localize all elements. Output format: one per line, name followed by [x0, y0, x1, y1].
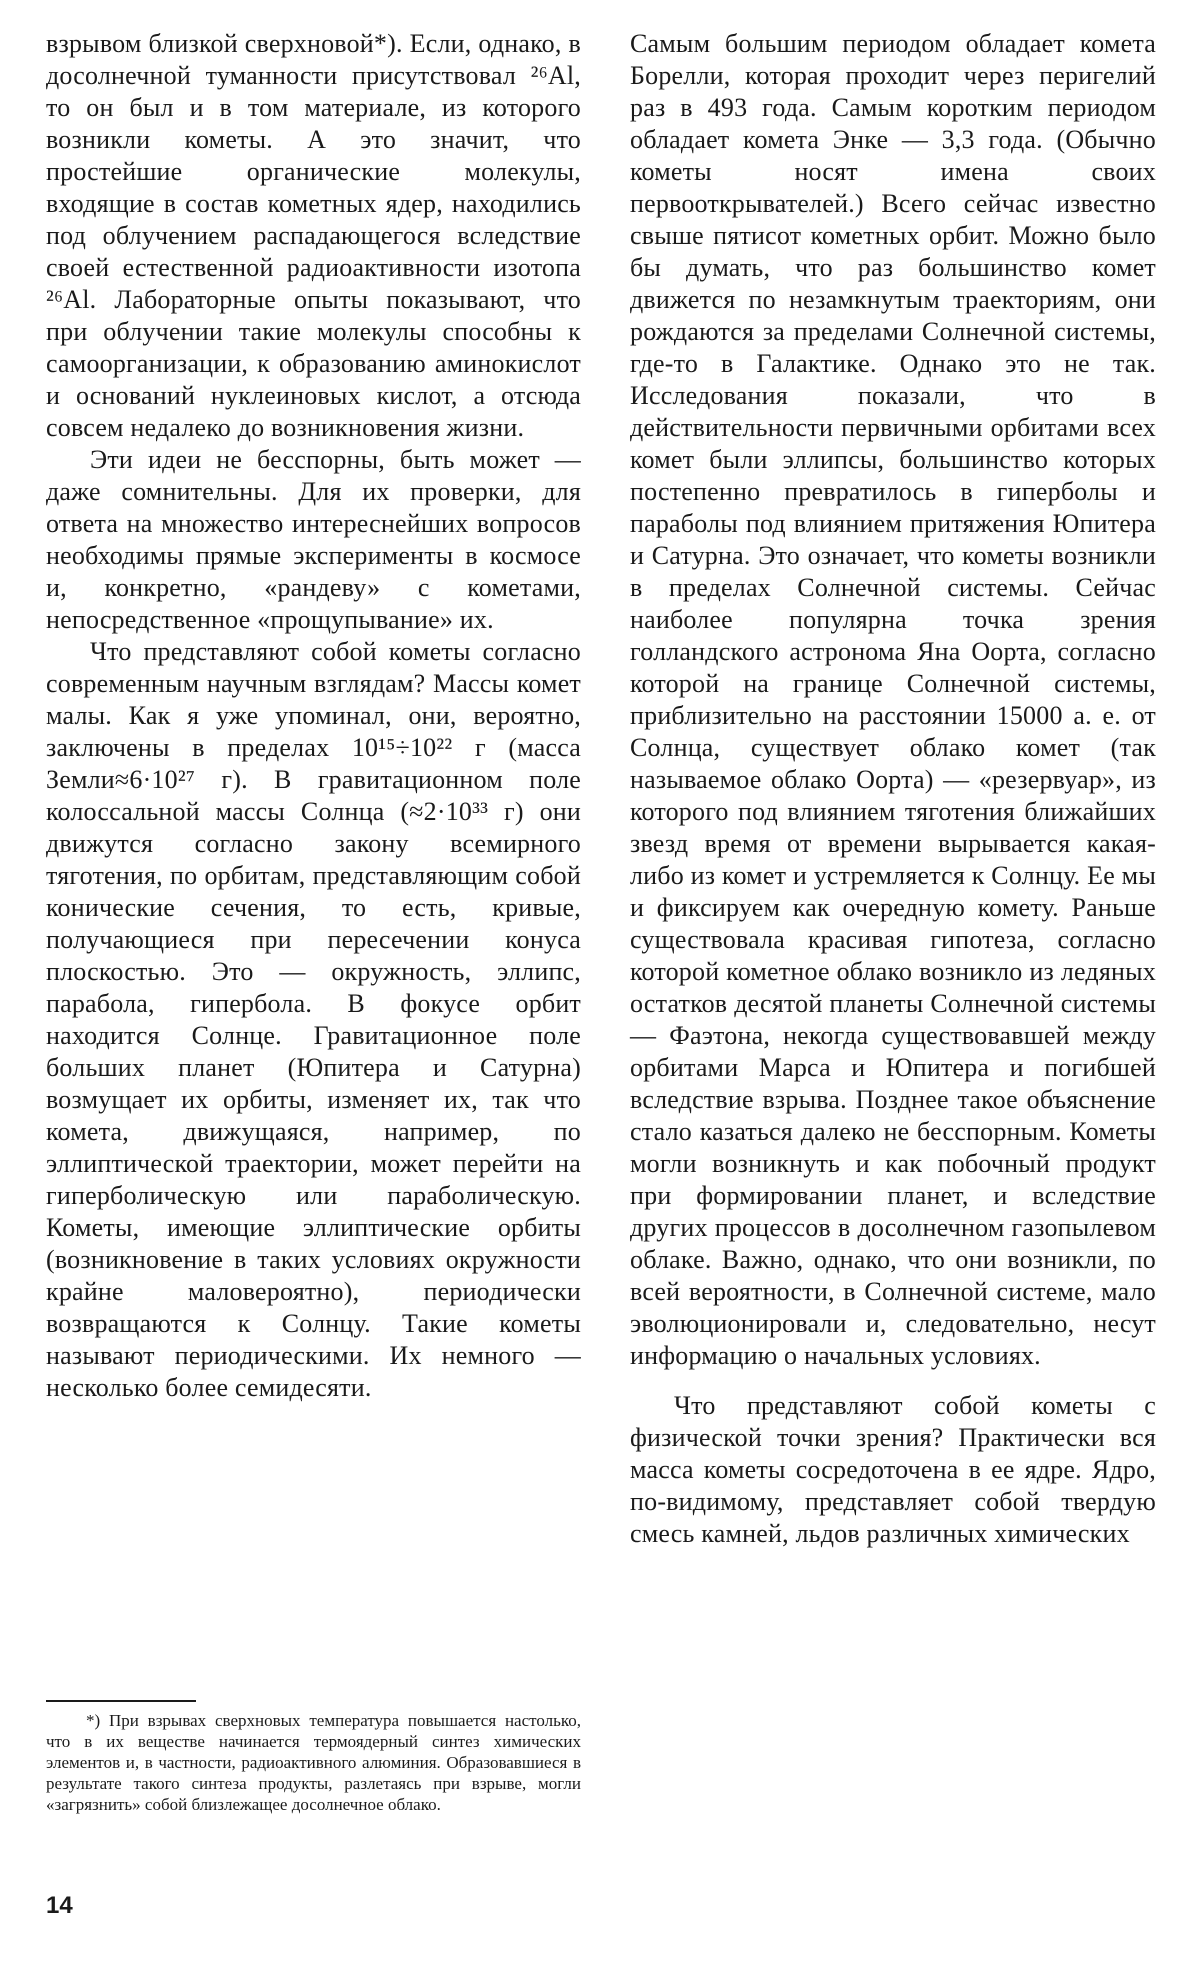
left-paragraph-1: взрывом близкой сверхновой*). Если, однако, в досолнечной туманности присутствовал ²⁶Al, то он был и в том материале, из которого возникли кометы. А это значит, что простейшие органические молекулы, входящие в состав кометных ядер, находились под облучением распадающегося вследствие своей естественной радиоактивности изотопа ²⁶Al. Лабораторные опыты показывают, что при облучении такие молекулы способны к самоорганизации, к образованию аминокислот и оснований нуклеиновых кислот, а отсюда совсем недалеко до возникновения жизни. [46, 29, 581, 442]
right-column [630, 28, 1156, 1550]
right-paragraph-1: Самым большим периодом обладает комета Борелли, которая проходит через перигелий раз в 493 года. Самым коротким периодом обладает комета Энке — 3,3 года. (Обычно кометы носят имена своих первооткрывателей.) Всего сейчас известно свыше пятисот кометных орбит. Можно было бы думать, что раз большинство комет движется по незамкнутым траекториям, они рождаются за пределами Солнечной системы, где-то в Галактике. Однако это не так. Исследования показали, что в действительности первичными орбитами всех комет были эллипсы, большинство которых постепенно превратилось в гиперболы и параболы под влиянием притяжения Юпитера и Сатурна. Это означает, что кометы возникли в пределах Солнечной системы. Сейчас наиболее популярна точка зрения голландского астронома Яна Оорта, согласно которой на границе Солнечной системы, приблизительно на расстоянии 15000 а. е. от Солнца, существует облако комет (так называемое облако Оорта) — «резервуар», из которого под влиянием тяготения ближайших звезд время от времени вырывается какая-либо из комет и устремляется к Солнцу. Ее мы и фиксируем как очередную комету. Раньше существовала красивая гипотеза, согласно которой кометное облако возникло из ледяных остатков десятой планеты Солнечной системы — Фаэтона, некогда существовавшей между орбитами Марса и Юпитера и погибшей вследствие взрыва. Позднее такое объяснение стало казаться далеко не бесспорным. Кометы могли возникнуть и как побочный продукт при формировании планет, и вследствие других процессов в досолнечном газопылевом облаке. Важно, однако, что они возникли, по всей вероятности, в Солнечной системе, мало эволюционировали и, следовательно, несут информацию о начальных условиях. [630, 29, 1156, 1370]
left-paragraph-2: Эти идеи не бесспорны, быть может — даже сомнительны. Для их проверки, для ответа на множество интереснейших вопросов необходимы прямые эксперименты в космосе и, конкретно, «рандеву» с кометами, непосредственное «прощупывание» их. [46, 445, 581, 634]
left-column [46, 28, 581, 1404]
left-paragraph-3: Что представляют собой кометы согласно современным научным взглядам? Массы комет малы. Как я уже упоминал, они, вероятно, заключены в пределах 10¹⁵÷10²² г (масса Земли≈6·10²⁷ г). В гравитационном поле колоссальной массы Солнца (≈2·10³³ г) они движутся согласно закону всемирного тяготения, по орбитам, представляющим собой конические сечения, то есть, кривые, получающиеся при пересечении конуса плоскостью. Это — окружность, эллипс, парабола, гипербола. В фокусе орбит находится Солнце. Гравитационное поле больших планет (Юпитера и Сатурна) возмущает их орбиты, изменяет их, так что комета, движущаяся, например, по эллиптической траектории, может перейти на гиперболическую или параболическую. Кометы, имеющие эллиптические орбиты (возникновение в таких условиях окружности крайне маловероятно), периодически возвращаются к Солнцу. Такие кометы называют периодическими. Их немного — несколько более семидесяти. [46, 637, 581, 1402]
right-paragraph-2: Что представляют собой кометы с физической точки зрения? Практически вся масса кометы сосредоточена в ее ядре. Ядро, по-видимому, представляет собой твердую смесь камней, льдов различных химических [630, 1391, 1156, 1548]
footnote-divider [46, 1700, 196, 1702]
page-number: 14 [46, 1892, 73, 1919]
footnote: *) При взрывах сверхновых температура повышается настолько, что в их веществе начинается термоядерный синтез химических элементов и, в частности, радиоактивного алюминия. Образовавшиеся в результате такого синтеза продукты, разлетаясь при взрыве, могли «загрязнить» собой близлежащее досолнечное облако. [46, 1711, 581, 1814]
